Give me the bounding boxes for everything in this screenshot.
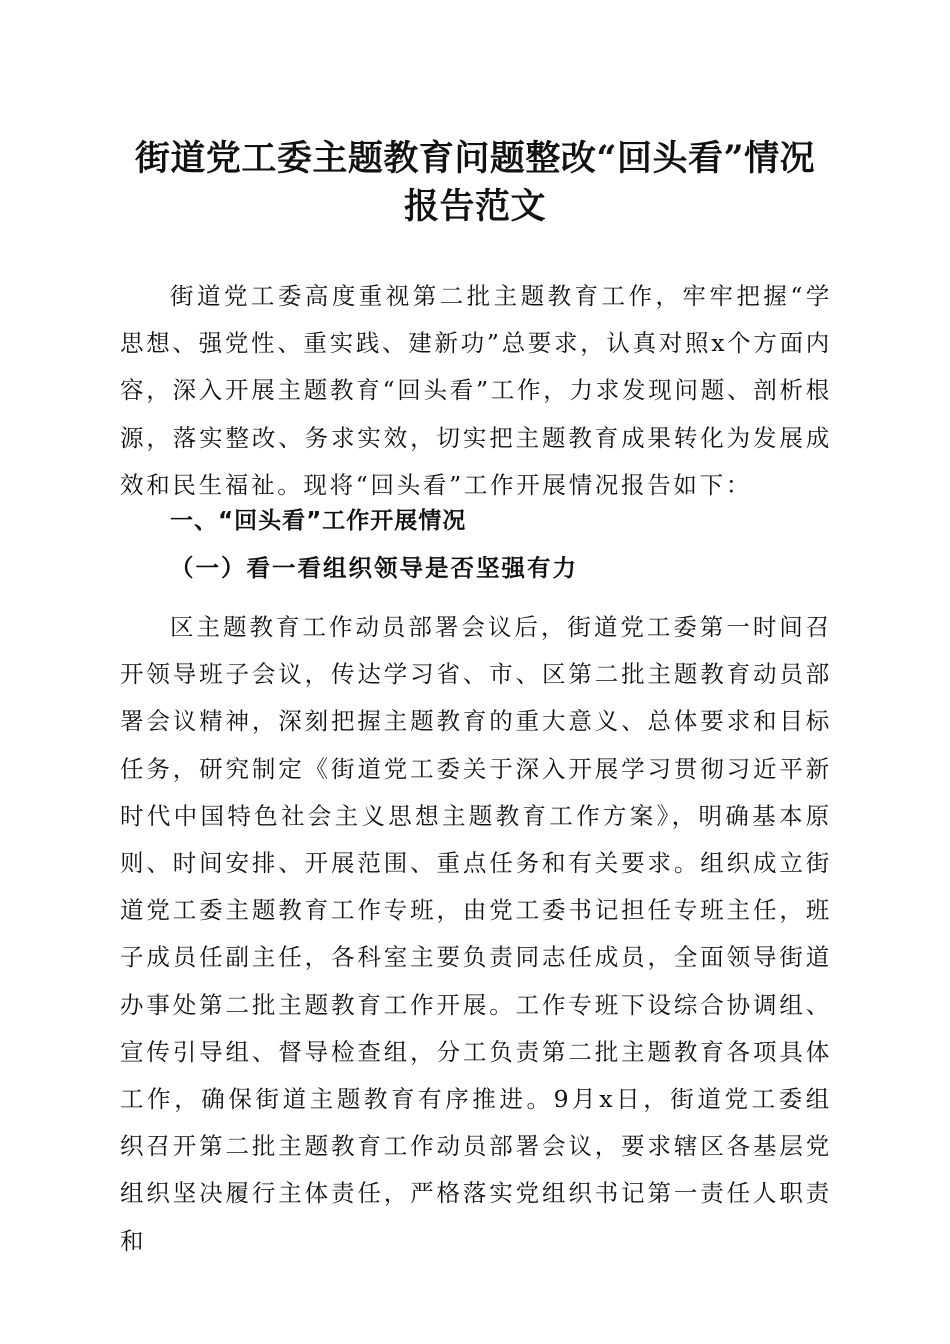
subsection-paragraph-1: 区主题教育工作动员部署会议后，街道党工委第一时间召开领导班子会议，传达学习省、市、区第二批主题教育动员部署会议精神，深刻把握主题教育的重大意义、总体要求和目标任务，研究制定《街道党工委关于深入开展学习贯彻习近平新时代中国特色社会主义思想主题教育工作方案》，明确基本原则、时间安排、开展范围、重点任务和有关要求。组织成立街道党工委主题教育工作专班，由党工委书记担任专班主任，班子成员任副主任，各科室主要负责同志任成员，全面领导街道办事处第二批主题教育工作开展。工作专班下设综合协调组、宣传引导组、督导检查组，分工负责第二批主题教育各项具体工作，确保街道主题教育有序推进。9月x日，街道党工委组织召开第二批主题教育工作动员部署会议，要求辖区各基层党组织坚决履行主体责任，严格落实党组织书记第一责任人职责和: [120, 613, 832, 1255]
subsection-heading-1: （一）看一看组织领导是否坚强有力: [170, 554, 578, 582]
document-title-line-2: 报告范文: [403, 186, 546, 227]
intro-paragraph: 街道党工委高度重视第二批主题教育工作，牢牢把握“学思想、强党性、重实践、建新功”总要求，认真对照x个方面内容，深入开展主题教育“回头看”工作，力求发现问题、剖析根源，落实整改、务求实效，切实把主题教育成果转化为发展成效和民生福祉。现将“回头看”工作开展情况报告如下：: [120, 282, 832, 499]
document-title-line-1: 街道党工委主题教育问题整改“回头看”情况: [134, 138, 816, 179]
section-heading-1: 一、“回头看”工作开展情况: [170, 508, 467, 534]
